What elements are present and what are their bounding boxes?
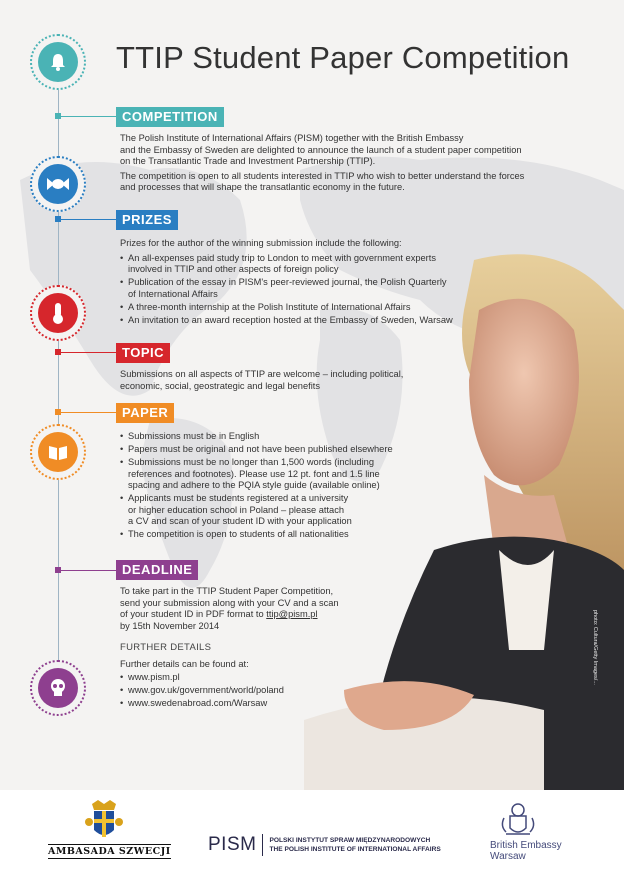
royal-arms-icon <box>498 800 538 838</box>
list-item <box>120 444 430 456</box>
paper-3-line2: references and footnotes). Please use 12 pt. font and 1.5 line <box>128 468 380 479</box>
link-sweden-abroad[interactable]: • www.swedenabroad.com/Warsaw <box>120 698 420 710</box>
competition-para2-line1: The competition is open to all students interested in TTIP who wish to better understand the forces <box>120 170 525 181</box>
list-item <box>120 493 430 528</box>
paper-4-line3: a CV and scan of your student ID with your application <box>128 516 352 526</box>
paper-1-line1: Submissions must be in English <box>128 431 260 441</box>
paper-heading: PAPER <box>116 403 174 423</box>
list-item <box>120 253 480 276</box>
competition-para2-line2: and processes that will shape the transatlantic economy in the future. <box>120 182 405 192</box>
deadline-heading: DEADLINE <box>116 560 198 580</box>
link-gov-uk[interactable]: • www.gov.uk/government/world/poland <box>120 685 420 697</box>
candy-icon <box>38 164 78 204</box>
sweden-logo-text: AMBASADA SZWECJI <box>48 846 171 857</box>
paper-3-line1: Submissions must be no longer than 1,500 words (including <box>128 457 374 467</box>
topic-line2: economic, social, geostrategic and legal benefits <box>120 380 321 391</box>
bell-icon <box>38 42 78 82</box>
prize-3-line1: A three-month internship at the Polish Institute of International Affairs <box>128 301 411 312</box>
paper-5-line1: The competition is open to students of all nationalities <box>128 529 349 539</box>
competition-dot <box>55 113 61 119</box>
prizes-list <box>120 253 480 327</box>
page-title: TTIP Student Paper Competition <box>116 40 570 75</box>
paper-dot <box>55 409 61 415</box>
competition-para1-line3: on the Transatlantic Trade and Investment Partnership (TTIP). <box>120 156 376 166</box>
prize-2-line2: of International Affairs <box>128 288 218 299</box>
book-icon <box>38 432 78 472</box>
pism-line2: THE POLISH INSTITUTE OF INTERNATIONAL AFFAIRS <box>269 846 441 853</box>
skull-icon-badge <box>30 660 86 716</box>
list-item <box>120 457 430 492</box>
competition-connector <box>58 116 116 117</box>
topic-line1: Submissions on all aspects of TTIP are welcome – including political, <box>120 369 404 379</box>
prizes-dot <box>55 216 61 222</box>
deadline-connector <box>58 570 116 571</box>
paper-4-line1: Applicants must be students registered at a university <box>128 493 349 503</box>
pism-name <box>263 836 440 854</box>
paper-text <box>120 431 430 542</box>
topic-dot <box>55 349 61 355</box>
skull-icon <box>38 668 78 708</box>
deadline-line1: To take part in the TTIP Student Paper Competition, <box>120 586 334 596</box>
list-item <box>120 302 480 314</box>
list-item <box>120 315 480 327</box>
competition-para1-line1: The Polish Institute of International Affairs (PISM) together with the British Embassy <box>120 133 464 143</box>
thermometer-icon <box>38 293 78 333</box>
list-item <box>120 277 480 300</box>
list-item <box>120 431 430 443</box>
pism-line1: POLSKI INSTYTUT SPRAW MIĘDZYNARODOWYCH <box>269 837 431 844</box>
prizes-heading: PRIZES <box>116 210 178 230</box>
bell-icon-badge <box>30 34 86 90</box>
prize-2-line1: Publication of the essay in PISM's peer-reviewed journal, the Polish Quarterly <box>128 277 447 287</box>
prizes-text <box>120 238 480 328</box>
british-embassy-text <box>490 840 562 862</box>
book-icon-badge <box>30 424 86 480</box>
deadline-line3: of your student ID in PDF format to <box>120 609 267 619</box>
deadline-line2: send your submission along with your CV and a scan <box>120 597 339 608</box>
further-details-intro: Further details can be found at: <box>120 658 249 669</box>
paper-2-line1: Papers must be original and not have been published elsewhere <box>128 444 393 454</box>
topic-heading: TOPIC <box>116 343 170 363</box>
prize-1-line2: involved in TTIP and other aspects of foreign policy <box>128 264 339 274</box>
pism-logo <box>208 828 441 862</box>
deadline-dot <box>55 567 61 573</box>
topic-connector <box>58 352 116 353</box>
deadline-date: by 15th November 2014 <box>120 620 220 631</box>
competition-text <box>120 133 600 197</box>
photo-credit: photo: Cultura/Getty Images/... <box>592 610 598 685</box>
link-pism[interactable]: • www.pism.pl <box>120 672 420 684</box>
prizes-connector <box>58 219 116 220</box>
thermometer-icon-badge <box>30 285 86 341</box>
embassy-of-sweden-logo <box>40 798 170 868</box>
prize-4-line1: An invitation to an award reception hosted at the Embassy of Sweden, Warsaw <box>128 314 453 325</box>
footer-logos <box>0 790 624 885</box>
paper-4-line2: or higher education school in Poland – please attach <box>128 504 345 515</box>
topic-text <box>120 369 450 392</box>
uk-line2: Warsaw <box>490 851 526 862</box>
candy-icon-badge <box>30 156 86 212</box>
deadline-text <box>120 586 420 711</box>
paper-connector <box>58 412 116 413</box>
further-details-heading: FURTHER DETAILS <box>120 642 212 653</box>
further-links <box>120 672 420 710</box>
prizes-intro: Prizes for the author of the winning submission include the following: <box>120 238 402 248</box>
paper-list <box>120 431 430 541</box>
competition-para1-line2: and the Embassy of Sweden are delighted to announce the launch of a student paper competition <box>120 144 522 155</box>
paper-3-line3: spacing and adhere to the PQIA style guide (available online) <box>128 480 380 490</box>
uk-line1: British Embassy <box>490 840 562 851</box>
british-embassy-logo <box>480 798 580 878</box>
prize-1-line1: An all-expenses paid study trip to London to meet with government experts <box>128 252 437 263</box>
pism-mark: PISM <box>208 834 263 856</box>
competition-heading: COMPETITION <box>116 107 224 127</box>
list-item <box>120 529 430 541</box>
email-link[interactable]: ttip@pism.pl <box>266 609 318 619</box>
swedish-crest-icon <box>40 798 170 844</box>
